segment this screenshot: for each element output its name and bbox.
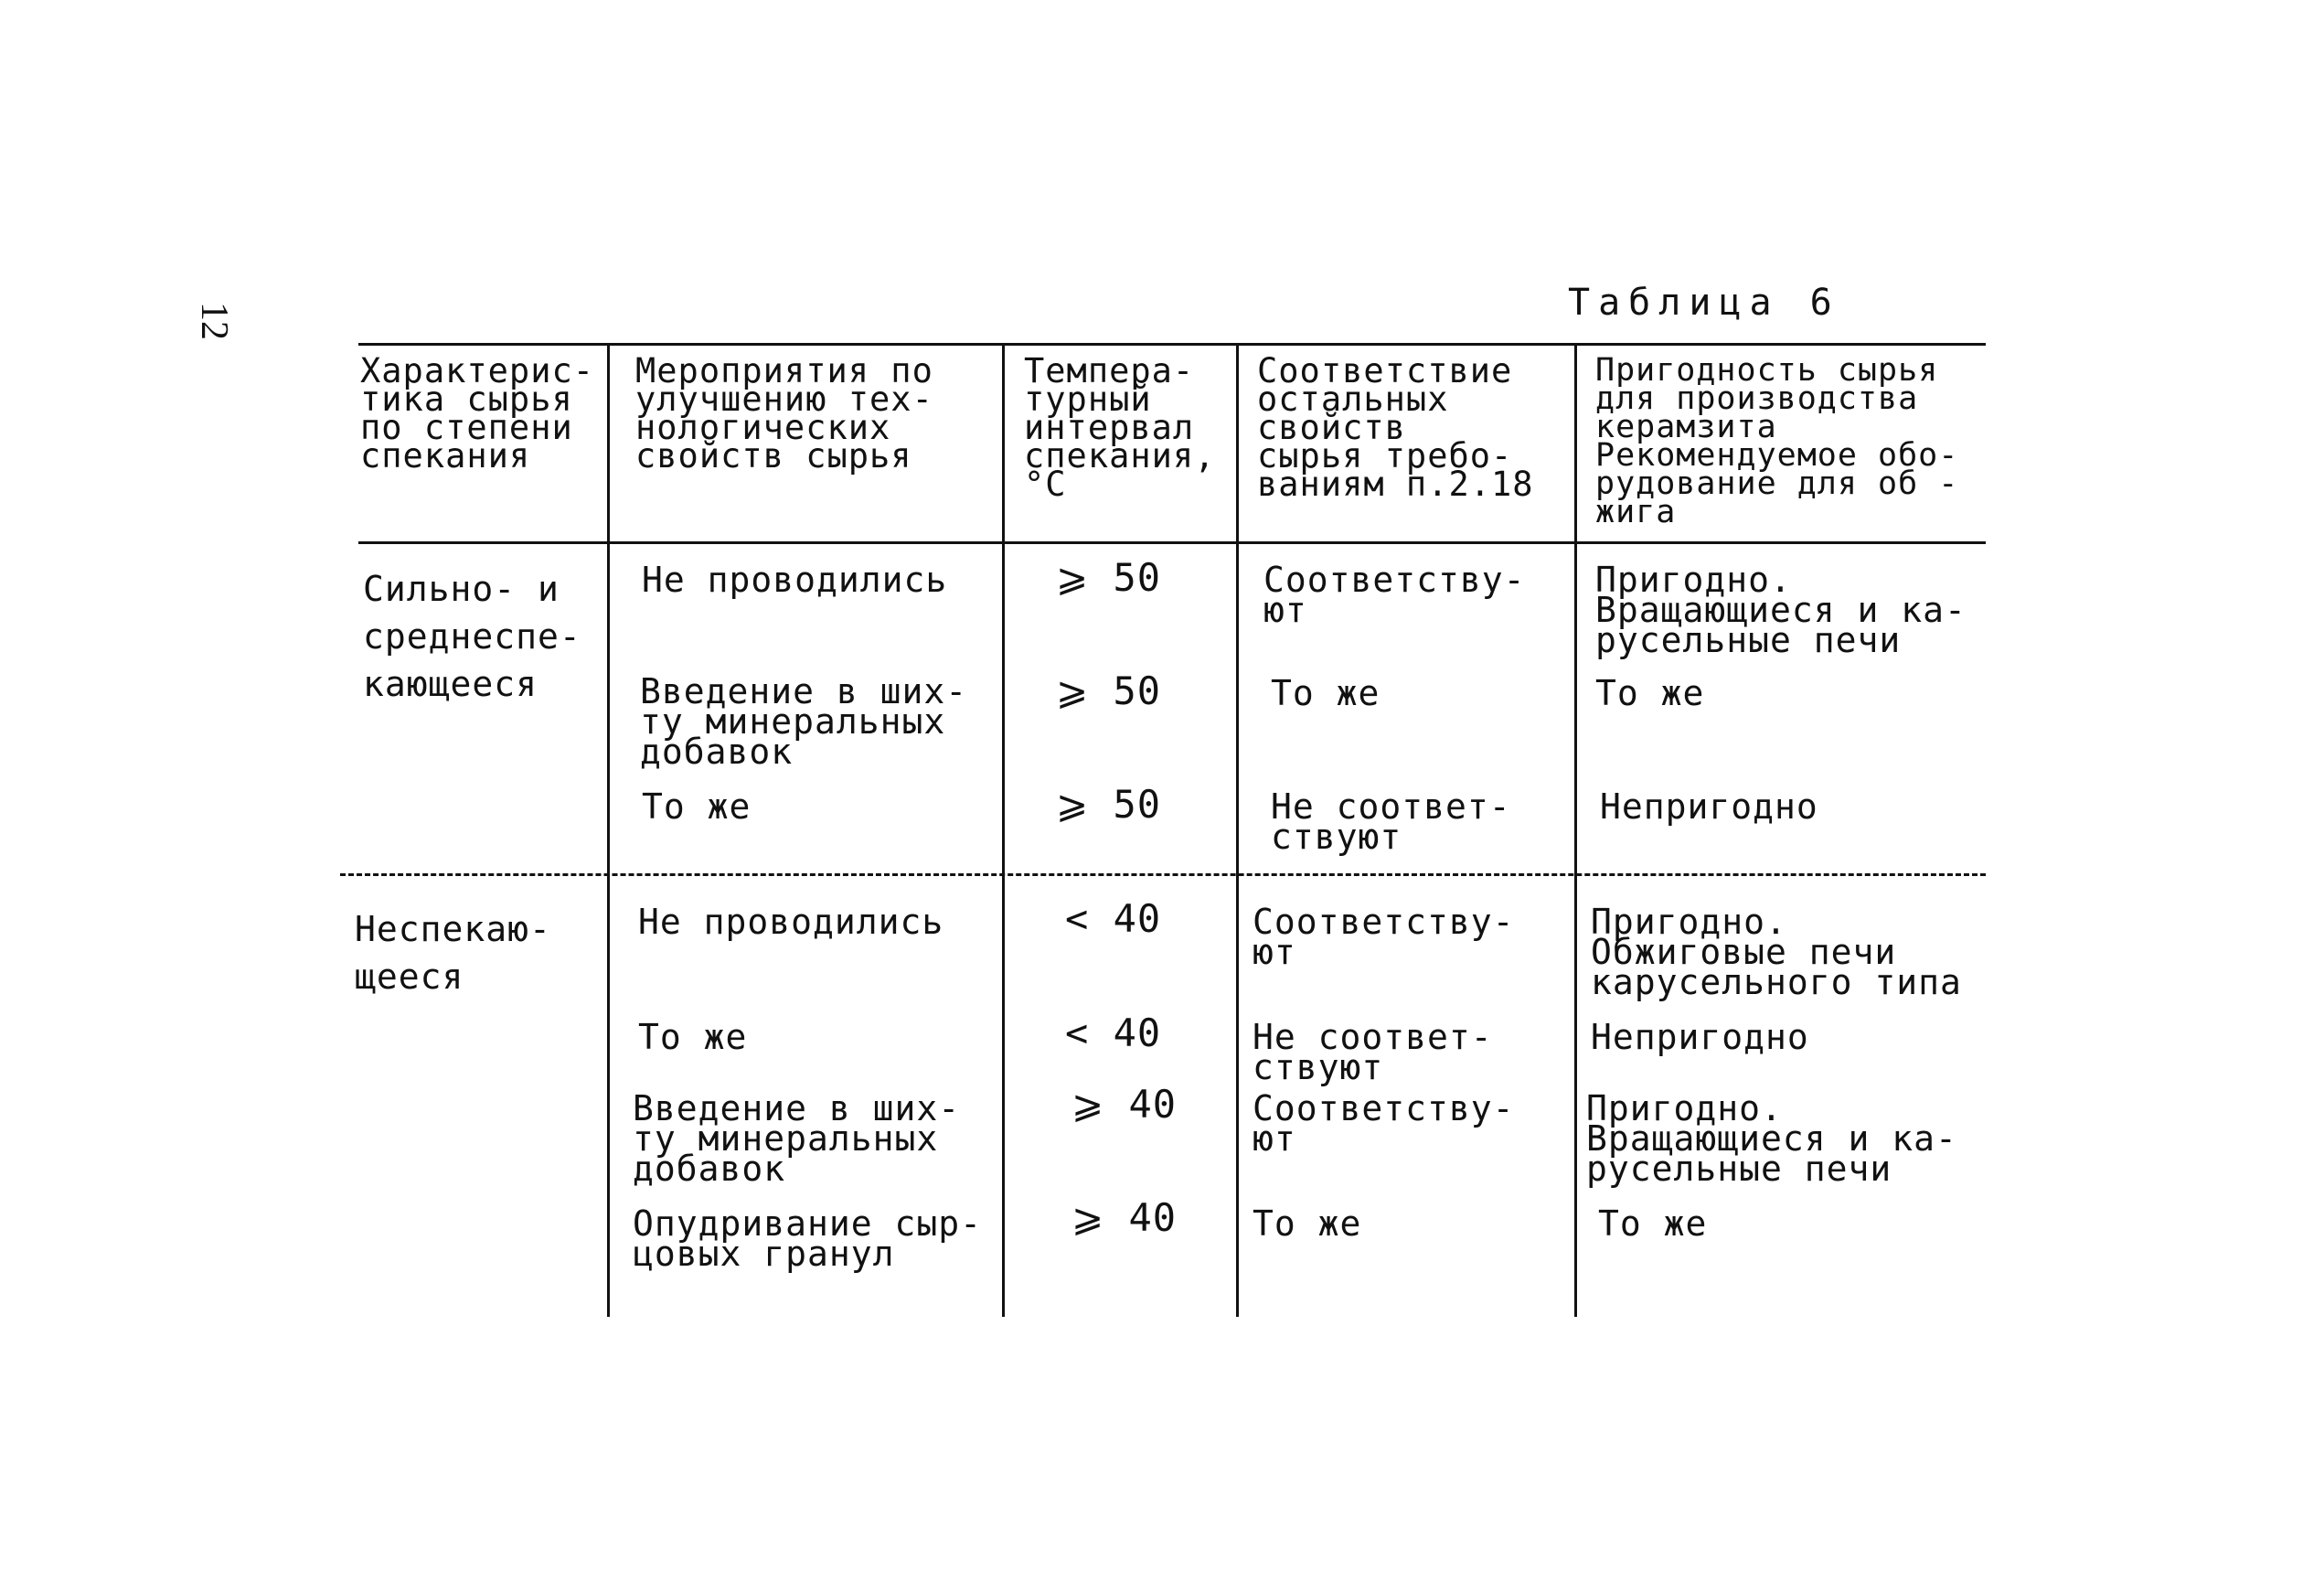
cell-interval: < 40 <box>1065 896 1162 941</box>
header-interval: Темпера- турный интервал спекания, °С <box>1024 351 1216 504</box>
cell-interval: ⩾ 50 <box>1056 782 1162 827</box>
cell-compliance: Не соответ- ствуют <box>1271 786 1511 857</box>
header-measures: Мероприятия по улучшению тех- нологических свойств сырья <box>635 351 933 476</box>
cell-compliance: Соответству- ют <box>1263 560 1526 630</box>
cell-compliance: То же <box>1271 673 1381 713</box>
cell-interval: ⩾ 40 <box>1071 1195 1178 1240</box>
cell-measure: То же <box>638 1017 748 1057</box>
cell-interval: < 40 <box>1065 1010 1162 1055</box>
column-rule-3 <box>1236 343 1239 1317</box>
cell-interval: ⩾ 50 <box>1056 555 1162 600</box>
header-bottom-rule <box>358 541 1986 544</box>
column-rule-1 <box>607 343 610 1317</box>
cell-compliance: Не соответ- ствуют <box>1253 1017 1493 1087</box>
cell-suitability: То же <box>1595 673 1705 713</box>
group-characteristic: Неспекаю- щееся <box>355 909 551 997</box>
header-compliance: Соответствие остальных свойств сырья требо- ваниям п.2.18 <box>1257 351 1534 504</box>
cell-suitability: Пригодно. Вращающиеся и ка- русельные печи <box>1586 1088 1957 1189</box>
cell-suitability: Непригодно <box>1591 1017 1809 1057</box>
cell-measure: Опудривание сыр- цовых гранул <box>633 1203 983 1274</box>
cell-suitability: То же <box>1598 1203 1708 1244</box>
cell-interval: ⩾ 50 <box>1056 668 1162 713</box>
header-suitability: Пригодность сырья для производства керамзита Рекомендуемое обо- рудование для об - жига <box>1595 352 1959 530</box>
cell-measure: Введение в ших- ту минеральных добавок <box>640 671 968 772</box>
cell-measure: Введение в ших- ту минеральных добавок <box>633 1088 961 1189</box>
table-caption: Таблица 6 <box>1568 282 1840 324</box>
table-top-rule <box>358 343 1986 346</box>
group-characteristic: Сильно- и среднеспе- кающееся <box>363 569 581 704</box>
cell-measure: То же <box>642 786 752 827</box>
cell-compliance: То же <box>1253 1203 1362 1244</box>
column-rule-2 <box>1002 343 1005 1317</box>
header-characteristic: Характерис- тика сырья по степени спекания <box>360 351 595 476</box>
page-number: 12 <box>193 302 235 340</box>
cell-measure: Не проводились <box>642 560 948 600</box>
cell-compliance: Соответству- ют <box>1253 902 1515 972</box>
group-separator <box>340 873 1986 876</box>
cell-compliance: Соответству- ют <box>1253 1088 1515 1159</box>
cell-suitability: Пригодно. Вращающиеся и ка- русельные печи <box>1595 560 1967 660</box>
cell-suitability: Непригодно <box>1600 786 1818 827</box>
column-rule-4 <box>1574 343 1577 1317</box>
cell-measure: Не проводились <box>638 902 944 942</box>
cell-interval: ⩾ 40 <box>1071 1082 1178 1127</box>
cell-suitability: Пригодно. Обжиговые печи карусельного типа <box>1591 902 1962 1002</box>
